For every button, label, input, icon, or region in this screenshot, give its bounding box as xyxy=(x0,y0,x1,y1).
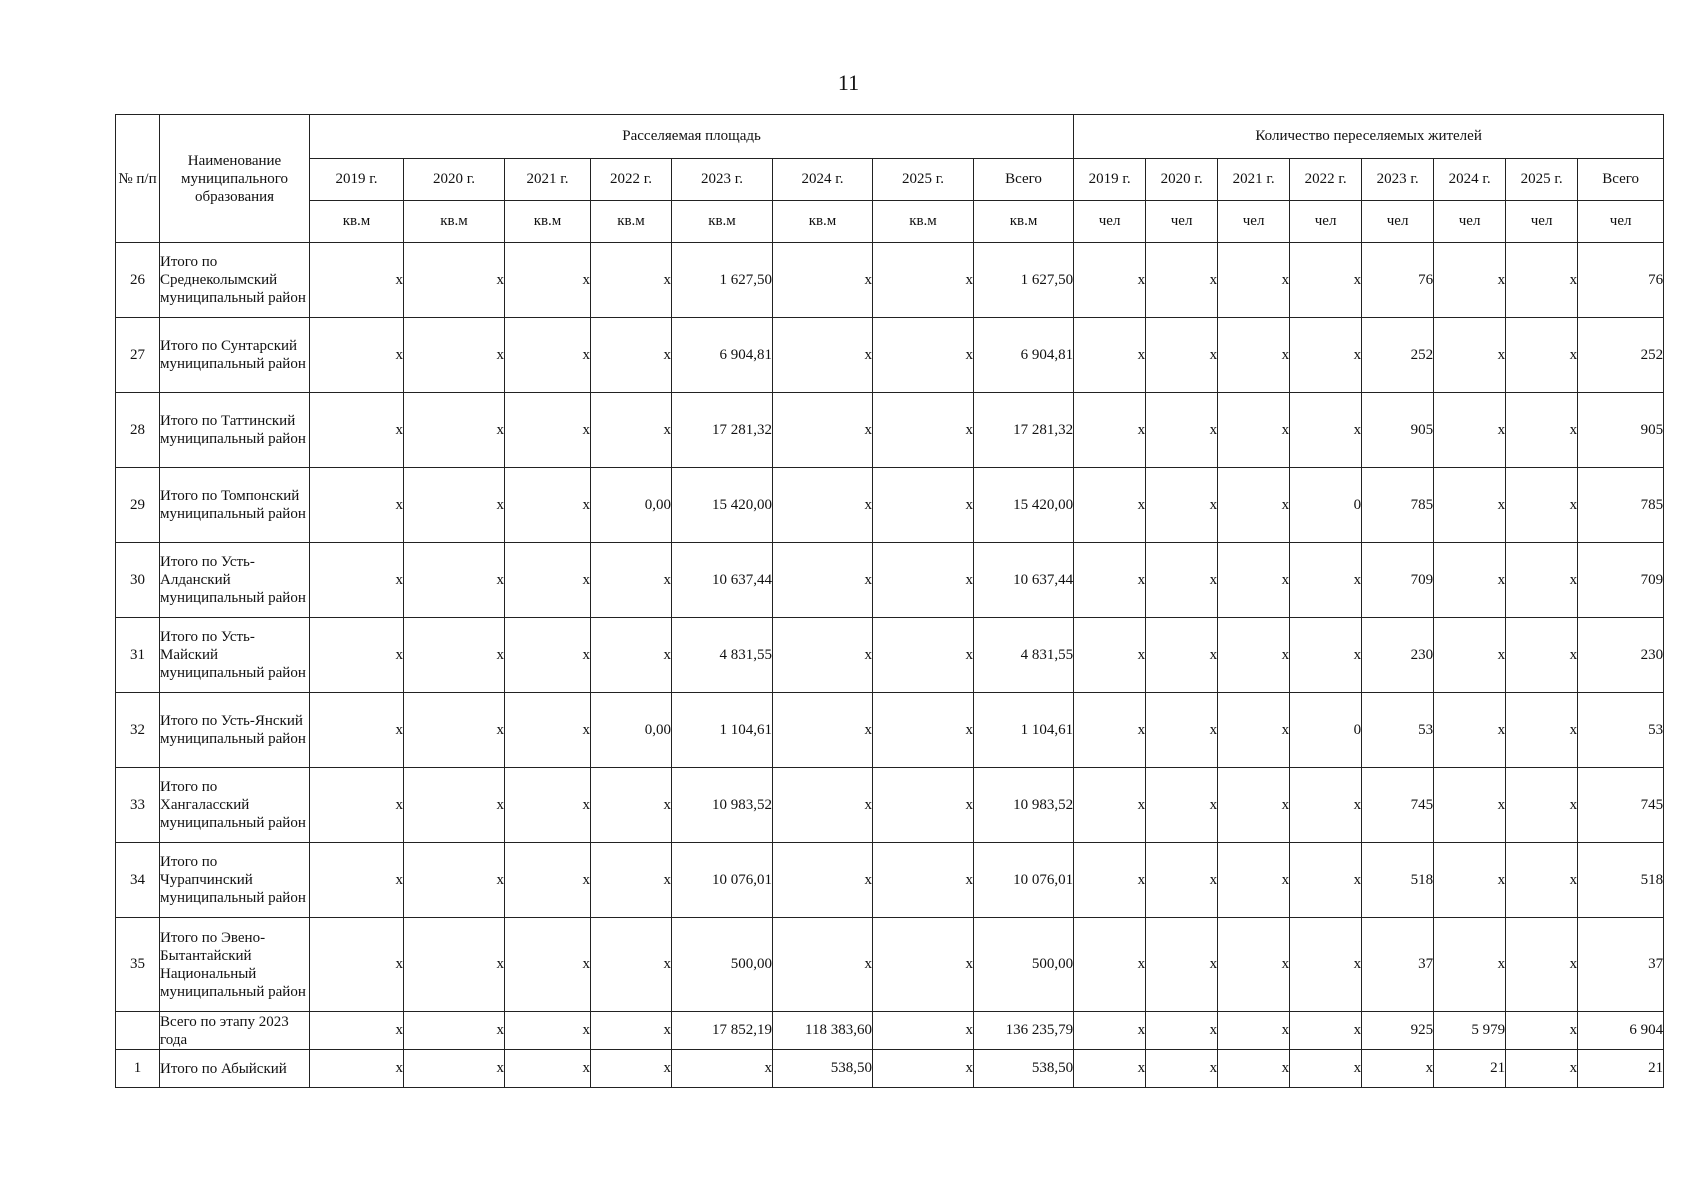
area-cell: x xyxy=(505,318,591,393)
people-cell: x xyxy=(1074,768,1146,843)
header-people-year: 2020 г. xyxy=(1146,159,1218,201)
people-cell: 745 xyxy=(1362,768,1434,843)
area-cell: x xyxy=(773,693,873,768)
row-number: 33 xyxy=(116,768,160,843)
people-cell: x xyxy=(1506,618,1578,693)
people-cell: x xyxy=(1074,843,1146,918)
people-cell: x xyxy=(1218,843,1290,918)
people-cell: 230 xyxy=(1362,618,1434,693)
area-cell: x xyxy=(591,618,672,693)
people-cell: x xyxy=(1218,768,1290,843)
area-cell: x xyxy=(773,618,873,693)
people-cell: x xyxy=(1074,618,1146,693)
area-cell: x xyxy=(310,393,404,468)
area-cell: x xyxy=(404,1012,505,1050)
area-cell: x xyxy=(404,843,505,918)
area-cell: 15 420,00 xyxy=(672,468,773,543)
people-cell: x xyxy=(1506,468,1578,543)
area-cell: 538,50 xyxy=(773,1050,873,1088)
area-cell: 1 627,50 xyxy=(974,243,1074,318)
area-cell: x xyxy=(505,393,591,468)
area-cell: x xyxy=(505,918,591,1012)
area-cell: 1 627,50 xyxy=(672,243,773,318)
area-cell: x xyxy=(873,1012,974,1050)
people-cell: 21 xyxy=(1578,1050,1664,1088)
people-cell: 37 xyxy=(1362,918,1434,1012)
people-cell: x xyxy=(1506,693,1578,768)
header-area-unit: кв.м xyxy=(873,201,974,243)
people-cell: x xyxy=(1218,1012,1290,1050)
header-name: Наименование муниципального образования xyxy=(160,115,310,243)
area-cell: x xyxy=(310,1050,404,1088)
area-cell: x xyxy=(505,1012,591,1050)
header-area-unit: кв.м xyxy=(591,201,672,243)
people-cell: 53 xyxy=(1578,693,1664,768)
people-cell: x xyxy=(1146,768,1218,843)
people-cell: x xyxy=(1146,843,1218,918)
area-cell: x xyxy=(505,618,591,693)
people-cell: x xyxy=(1434,693,1506,768)
area-cell: x xyxy=(773,768,873,843)
people-cell: x xyxy=(1434,768,1506,843)
people-cell: x xyxy=(1074,918,1146,1012)
people-cell: x xyxy=(1218,693,1290,768)
header-people-unit: чел xyxy=(1218,201,1290,243)
people-cell: 745 xyxy=(1578,768,1664,843)
people-cell: x xyxy=(1146,1012,1218,1050)
people-cell: 21 xyxy=(1434,1050,1506,1088)
people-cell: x xyxy=(1506,543,1578,618)
people-cell: 925 xyxy=(1362,1012,1434,1050)
area-cell: x xyxy=(310,243,404,318)
area-cell: x xyxy=(310,843,404,918)
table-row xyxy=(116,618,1664,693)
row-number: 34 xyxy=(116,843,160,918)
area-cell: x xyxy=(310,618,404,693)
header-area-year: 2022 г. xyxy=(591,159,672,201)
people-cell: 252 xyxy=(1578,318,1664,393)
area-cell: 1 104,61 xyxy=(974,693,1074,768)
people-cell: x xyxy=(1506,1012,1578,1050)
row-name: Итого по Среднеколымский муниципальный район xyxy=(160,243,310,318)
area-cell: x xyxy=(773,243,873,318)
area-cell: x xyxy=(310,1012,404,1050)
people-cell: x xyxy=(1506,318,1578,393)
row-name: Итого по Усть-Алданский муниципальный район xyxy=(160,543,310,618)
area-cell: x xyxy=(773,393,873,468)
people-cell: x xyxy=(1434,918,1506,1012)
people-cell: x xyxy=(1290,1050,1362,1088)
area-cell: 15 420,00 xyxy=(974,468,1074,543)
people-cell: 785 xyxy=(1362,468,1434,543)
table-row xyxy=(116,843,1664,918)
header-area-year: 2019 г. xyxy=(310,159,404,201)
people-cell: x xyxy=(1146,618,1218,693)
people-cell: x xyxy=(1434,468,1506,543)
header-people-year: 2024 г. xyxy=(1434,159,1506,201)
people-cell: x xyxy=(1218,468,1290,543)
header-people-year: Всего xyxy=(1578,159,1664,201)
area-cell: x xyxy=(873,318,974,393)
area-cell: x xyxy=(591,843,672,918)
area-cell: x xyxy=(505,768,591,843)
area-cell: 4 831,55 xyxy=(672,618,773,693)
area-cell: x xyxy=(591,393,672,468)
people-cell: x xyxy=(1506,1050,1578,1088)
area-cell: x xyxy=(404,543,505,618)
people-cell: x xyxy=(1218,1050,1290,1088)
area-cell: 17 281,32 xyxy=(672,393,773,468)
table-row xyxy=(116,918,1664,1012)
area-cell: x xyxy=(404,618,505,693)
header-people-unit: чел xyxy=(1146,201,1218,243)
people-cell: x xyxy=(1146,693,1218,768)
people-cell: 905 xyxy=(1362,393,1434,468)
area-cell: x xyxy=(773,843,873,918)
area-cell: x xyxy=(591,243,672,318)
area-cell: 10 983,52 xyxy=(672,768,773,843)
table-row xyxy=(116,243,1664,318)
area-cell: 6 904,81 xyxy=(672,318,773,393)
people-cell: x xyxy=(1434,843,1506,918)
people-cell: x xyxy=(1434,393,1506,468)
people-cell: x xyxy=(1074,468,1146,543)
area-cell: 500,00 xyxy=(672,918,773,1012)
header-area-year: Всего xyxy=(974,159,1074,201)
people-cell: x xyxy=(1146,318,1218,393)
area-cell: x xyxy=(873,243,974,318)
area-cell: 0,00 xyxy=(591,468,672,543)
area-cell: x xyxy=(505,843,591,918)
area-cell: 17 852,19 xyxy=(672,1012,773,1050)
people-cell: x xyxy=(1146,468,1218,543)
people-cell: x xyxy=(1434,618,1506,693)
table-row xyxy=(116,468,1664,543)
header-area-unit: кв.м xyxy=(672,201,773,243)
people-cell: x xyxy=(1074,693,1146,768)
row-name: Итого по Усть-Майский муниципальный район xyxy=(160,618,310,693)
header-area-year: 2024 г. xyxy=(773,159,873,201)
row-name: Итого по Усть-Янский муниципальный район xyxy=(160,693,310,768)
area-cell: x xyxy=(873,768,974,843)
header-area-year: 2020 г. xyxy=(404,159,505,201)
area-cell: x xyxy=(873,918,974,1012)
resettlement-table xyxy=(115,114,1664,1088)
header-area-unit: кв.м xyxy=(974,201,1074,243)
people-cell: x xyxy=(1290,843,1362,918)
area-cell: x xyxy=(591,543,672,618)
people-cell: x xyxy=(1506,843,1578,918)
people-cell: x xyxy=(1218,318,1290,393)
header-people-unit: чел xyxy=(1362,201,1434,243)
area-cell: x xyxy=(505,543,591,618)
people-cell: x xyxy=(1506,243,1578,318)
table-row xyxy=(116,1012,1664,1050)
area-cell: 0,00 xyxy=(591,693,672,768)
people-cell: x xyxy=(1218,243,1290,318)
area-cell: x xyxy=(310,318,404,393)
header-people-unit: чел xyxy=(1074,201,1146,243)
area-cell: x xyxy=(505,468,591,543)
header-people-unit: чел xyxy=(1434,201,1506,243)
header-area-unit: кв.м xyxy=(310,201,404,243)
row-number: 35 xyxy=(116,918,160,1012)
row-name: Итого по Томпонский муниципальный район xyxy=(160,468,310,543)
area-cell: x xyxy=(310,693,404,768)
area-cell: 500,00 xyxy=(974,918,1074,1012)
people-cell: x xyxy=(1290,1012,1362,1050)
area-cell: x xyxy=(873,468,974,543)
people-cell: 76 xyxy=(1362,243,1434,318)
people-cell: x xyxy=(1290,243,1362,318)
people-cell: x xyxy=(1218,543,1290,618)
area-cell: 10 637,44 xyxy=(672,543,773,618)
people-cell: x xyxy=(1290,393,1362,468)
people-cell: x xyxy=(1434,543,1506,618)
people-cell: x xyxy=(1074,318,1146,393)
people-cell: 0 xyxy=(1290,693,1362,768)
people-cell: x xyxy=(1218,618,1290,693)
area-cell: x xyxy=(591,318,672,393)
people-cell: 5 979 xyxy=(1434,1012,1506,1050)
people-cell: 0 xyxy=(1290,468,1362,543)
area-cell: 10 076,01 xyxy=(672,843,773,918)
area-cell: x xyxy=(591,918,672,1012)
area-cell: x xyxy=(873,843,974,918)
header-people-unit: чел xyxy=(1578,201,1664,243)
people-cell: x xyxy=(1290,318,1362,393)
area-cell: 10 983,52 xyxy=(974,768,1074,843)
row-name: Итого по Абыйский xyxy=(160,1050,310,1088)
area-cell: x xyxy=(310,543,404,618)
people-cell: x xyxy=(1218,918,1290,1012)
people-cell: x xyxy=(1074,543,1146,618)
area-cell: x xyxy=(591,768,672,843)
area-cell: x xyxy=(310,768,404,843)
area-cell: x xyxy=(773,918,873,1012)
row-number: 1 xyxy=(116,1050,160,1088)
row-number: 27 xyxy=(116,318,160,393)
area-cell: x xyxy=(310,468,404,543)
people-cell: x xyxy=(1074,1050,1146,1088)
area-cell: 136 235,79 xyxy=(974,1012,1074,1050)
area-cell: 10 637,44 xyxy=(974,543,1074,618)
area-cell: x xyxy=(505,243,591,318)
people-cell: x xyxy=(1290,618,1362,693)
area-cell: 118 383,60 xyxy=(773,1012,873,1050)
area-cell: x xyxy=(404,1050,505,1088)
people-cell: 76 xyxy=(1578,243,1664,318)
table-row xyxy=(116,693,1664,768)
row-name: Итого по Эвено-Бытантайский Национальный муниципальный район xyxy=(160,918,310,1012)
people-cell: x xyxy=(1434,243,1506,318)
area-cell: x xyxy=(404,243,505,318)
area-cell: 10 076,01 xyxy=(974,843,1074,918)
area-cell: 1 104,61 xyxy=(672,693,773,768)
area-cell: 4 831,55 xyxy=(974,618,1074,693)
row-number xyxy=(116,1012,160,1050)
table-row xyxy=(116,393,1664,468)
header-num: № п/п xyxy=(116,115,160,243)
people-cell: x xyxy=(1506,393,1578,468)
header-people-year: 2022 г. xyxy=(1290,159,1362,201)
row-name: Итого по Таттинский муниципальный район xyxy=(160,393,310,468)
row-number: 26 xyxy=(116,243,160,318)
area-cell: x xyxy=(873,543,974,618)
table-row xyxy=(116,768,1664,843)
area-cell: x xyxy=(773,543,873,618)
area-cell: x xyxy=(310,918,404,1012)
area-cell: x xyxy=(404,393,505,468)
row-number: 30 xyxy=(116,543,160,618)
header-people-group: Количество переселяемых жителей xyxy=(1074,115,1664,159)
area-cell: x xyxy=(404,918,505,1012)
area-cell: x xyxy=(591,1050,672,1088)
people-cell: 53 xyxy=(1362,693,1434,768)
area-cell: x xyxy=(873,393,974,468)
people-cell: x xyxy=(1074,243,1146,318)
area-cell: x xyxy=(505,693,591,768)
row-name: Итого по Сунтарский муниципальный район xyxy=(160,318,310,393)
people-cell: x xyxy=(1290,918,1362,1012)
people-cell: x xyxy=(1290,768,1362,843)
people-cell: 230 xyxy=(1578,618,1664,693)
area-cell: x xyxy=(591,1012,672,1050)
header-people-unit: чел xyxy=(1506,201,1578,243)
people-cell: 905 xyxy=(1578,393,1664,468)
area-cell: x xyxy=(773,318,873,393)
area-cell: x xyxy=(404,318,505,393)
people-cell: x xyxy=(1146,918,1218,1012)
people-cell: 785 xyxy=(1578,468,1664,543)
table-row xyxy=(116,1050,1664,1088)
area-cell: x xyxy=(873,693,974,768)
row-number: 32 xyxy=(116,693,160,768)
page-number: 11 xyxy=(837,70,860,95)
header-area-year: 2021 г. xyxy=(505,159,591,201)
people-cell: 709 xyxy=(1362,543,1434,618)
people-cell: x xyxy=(1146,543,1218,618)
header-area-unit: кв.м xyxy=(505,201,591,243)
people-cell: x xyxy=(1434,318,1506,393)
table-row xyxy=(116,543,1664,618)
area-cell: 6 904,81 xyxy=(974,318,1074,393)
people-cell: x xyxy=(1506,768,1578,843)
area-cell: x xyxy=(404,693,505,768)
row-name: Итого по Чурапчинский муниципальный район xyxy=(160,843,310,918)
row-number: 28 xyxy=(116,393,160,468)
header-area-group: Расселяемая площадь xyxy=(310,115,1074,159)
row-name: Итого по Хангаласский муниципальный район xyxy=(160,768,310,843)
area-cell: x xyxy=(873,618,974,693)
row-name: Всего по этапу 2023 года xyxy=(160,1012,310,1050)
people-cell: x xyxy=(1146,393,1218,468)
people-cell: x xyxy=(1074,393,1146,468)
people-cell: 709 xyxy=(1578,543,1664,618)
area-cell: x xyxy=(404,768,505,843)
header-area-year: 2025 г. xyxy=(873,159,974,201)
area-cell: x xyxy=(773,468,873,543)
table-row xyxy=(116,318,1664,393)
people-cell: x xyxy=(1218,393,1290,468)
people-cell: 252 xyxy=(1362,318,1434,393)
header-people-year: 2021 г. xyxy=(1218,159,1290,201)
row-number: 31 xyxy=(116,618,160,693)
header-people-year: 2023 г. xyxy=(1362,159,1434,201)
area-cell: x xyxy=(873,1050,974,1088)
people-cell: x xyxy=(1074,1012,1146,1050)
header-people-year: 2019 г. xyxy=(1074,159,1146,201)
area-cell: x xyxy=(404,468,505,543)
people-cell: x xyxy=(1146,1050,1218,1088)
area-cell: x xyxy=(672,1050,773,1088)
area-cell: x xyxy=(505,1050,591,1088)
people-cell: x xyxy=(1506,918,1578,1012)
people-cell: 6 904 xyxy=(1578,1012,1664,1050)
area-cell: 17 281,32 xyxy=(974,393,1074,468)
people-cell: x xyxy=(1362,1050,1434,1088)
people-cell: x xyxy=(1146,243,1218,318)
header-area-unit: кв.м xyxy=(773,201,873,243)
people-cell: 37 xyxy=(1578,918,1664,1012)
header-area-year: 2023 г. xyxy=(672,159,773,201)
people-cell: x xyxy=(1290,543,1362,618)
people-cell: 518 xyxy=(1362,843,1434,918)
header-area-unit: кв.м xyxy=(404,201,505,243)
people-cell: 518 xyxy=(1578,843,1664,918)
header-people-unit: чел xyxy=(1290,201,1362,243)
header-people-year: 2025 г. xyxy=(1506,159,1578,201)
row-number: 29 xyxy=(116,468,160,543)
area-cell: 538,50 xyxy=(974,1050,1074,1088)
